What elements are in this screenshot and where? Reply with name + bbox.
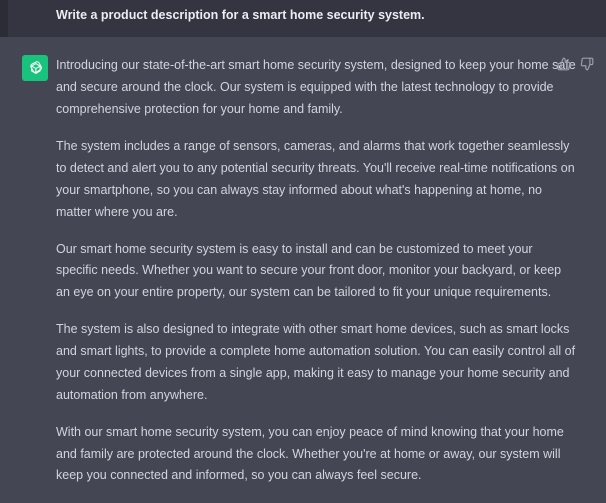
- user-message-body: [56, 0, 590, 25]
- assistant-paragraph: Our smart home security system is easy to install and can be customized to meet your specific needs. Whether you want to secure your front door, monitor your backyard, or keep an eye on your entire property, our system can be tailored to fit your unique requirements.: [56, 241, 562, 300]
- assistant-paragraph: Introducing our state-of-the-art smart home security system, designed to keep your home safe and secure around the clock. Our system is equipped with the latest technology to provide comprehensive protection for your home and family.: [56, 58, 576, 117]
- assistant-message-body: [56, 55, 590, 487]
- message-actions: [557, 57, 594, 71]
- assistant-paragraph: The system is also designed to integrate with other smart home devices, such as smart locks and smart lights, to provide a complete home automation solution. You can easily control all of your connected devices from a single app, making it easy to manage your home security and automation from anywhere.: [56, 322, 576, 402]
- assistant-avatar-slot: [8, 55, 56, 487]
- user-message: [0, 0, 606, 37]
- avatar: [22, 55, 48, 81]
- user-message-text: Write a product description for a smart home security system.: [56, 8, 425, 22]
- thumbs-down-icon[interactable]: [580, 57, 594, 71]
- user-avatar-slot: [8, 0, 56, 25]
- assistant-paragraph: The system includes a range of sensors, cameras, and alarms that work together seamlessly to detect and alert you to any potential security threats. You'll receive real-time notifications on your smartphone, so you can always stay informed about what's happening at home, no matter where you are.: [56, 139, 575, 219]
- openai-logo-icon: [27, 60, 44, 77]
- assistant-message: [0, 37, 606, 503]
- assistant-paragraph: With our smart home security system, you can enjoy peace of mind knowing that your home and family are protected around the clock. Whether you're at home or away, our system will keep you connected and informed, so you can always feel secure.: [56, 424, 564, 483]
- thumbs-up-icon[interactable]: [557, 57, 571, 71]
